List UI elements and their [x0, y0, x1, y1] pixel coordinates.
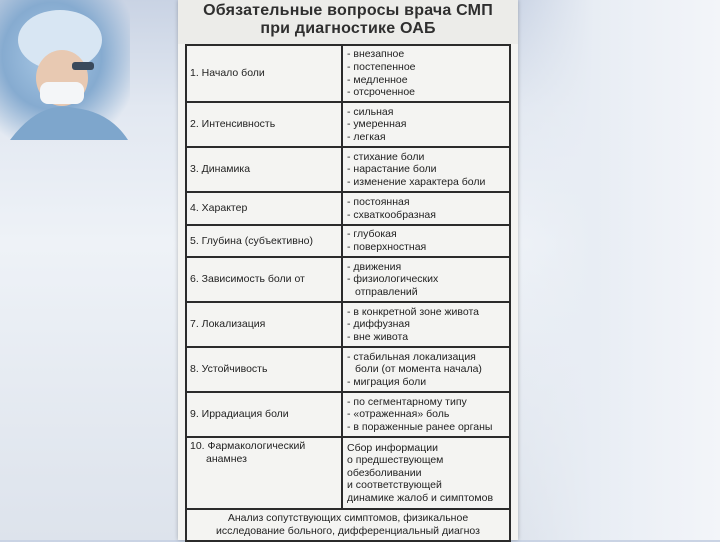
answer-cell	[342, 192, 510, 225]
answer-text: - схваткообразная	[347, 208, 436, 221]
answer-cell	[342, 302, 510, 347]
table-row	[186, 45, 510, 102]
answer-text: - изменение характера боли	[347, 175, 486, 188]
answer-text: обезболивании	[347, 466, 422, 479]
answer-text: - в конкретной зоне живота	[347, 305, 479, 318]
footer-text: исследование больного, дифференциальный диагноз	[216, 525, 480, 537]
question-cell	[186, 257, 342, 302]
question-text: 5. Глубина (субъективно)	[190, 234, 313, 247]
footer-cell	[186, 509, 510, 541]
title-line-1: Обязательные вопросы врача СМП	[203, 2, 493, 19]
answer-text: - сильная	[347, 105, 394, 118]
question-text: 10. Фармакологический	[190, 440, 306, 452]
answer-text: - в пораженные ранее органы	[347, 420, 493, 433]
table-row	[186, 509, 510, 541]
background-right-panel	[510, 0, 720, 540]
answer-text: боли (от момента начала)	[355, 363, 482, 376]
answer-text: - по сегментарному типу	[347, 395, 467, 408]
answer-cell	[342, 225, 510, 257]
question-cell	[186, 347, 342, 392]
table-row	[186, 102, 510, 147]
questions-table	[185, 44, 511, 542]
question-cell	[186, 437, 342, 509]
table-row	[186, 147, 510, 192]
question-cell	[186, 102, 342, 147]
table-row	[186, 225, 510, 257]
question-text: 1. Начало боли	[190, 67, 265, 80]
answer-text: - отсроченное	[347, 86, 415, 99]
surgeon-image	[0, 0, 130, 140]
table-row	[186, 392, 510, 437]
answer-text: - внезапное	[347, 48, 405, 61]
question-text: 4. Характер	[190, 202, 248, 215]
question-text: 9. Иррадиация боли	[190, 408, 289, 421]
background-photo	[0, 0, 130, 140]
answer-cell	[342, 102, 510, 147]
question-text: 6. Зависимость боли от	[190, 273, 305, 286]
question-text: 8. Устойчивость	[190, 363, 268, 376]
answer-text: - стабильная локализация	[347, 350, 476, 363]
question-cell	[186, 45, 342, 102]
table-row	[186, 257, 510, 302]
answer-text: - диффузная	[347, 318, 410, 331]
answer-cell	[342, 147, 510, 192]
question-cell	[186, 147, 342, 192]
question-cell	[186, 302, 342, 347]
answer-cell	[342, 347, 510, 392]
answer-text: - физиологических	[347, 273, 439, 286]
title-line-2: при диагностике ОАБ	[260, 20, 436, 37]
answer-text: и соответствующей	[347, 479, 442, 492]
question-cell	[186, 392, 342, 437]
answer-text: о предшествующем	[347, 454, 444, 467]
question-text: 3. Динамика	[190, 163, 251, 176]
answer-text: - постоянная	[347, 195, 410, 208]
question-cell	[186, 225, 342, 257]
answer-text: динамике жалоб и симптомов	[347, 491, 494, 504]
answer-cell	[342, 437, 510, 509]
answer-text: - легкая	[347, 130, 386, 143]
table-row	[186, 302, 510, 347]
answer-text: - умеренная	[347, 118, 407, 131]
question-text: 2. Интенсивность	[190, 118, 276, 131]
answer-text: - глубокая	[347, 228, 397, 241]
answer-cell	[342, 45, 510, 102]
question-cell	[186, 192, 342, 225]
footer-text: Анализ сопутствующих симптомов, физикальное	[227, 512, 469, 525]
table-row	[186, 437, 510, 509]
answer-text: - вне живота	[347, 330, 409, 343]
answer-text: отправлений	[355, 285, 418, 298]
document-card	[178, 0, 518, 540]
answer-text: - стихание боли	[347, 150, 425, 163]
answer-cell	[342, 257, 510, 302]
answer-text: - миграция боли	[347, 375, 427, 388]
table-row	[186, 347, 510, 392]
answer-text: - нарастание боли	[347, 163, 437, 176]
page-title	[178, 0, 518, 44]
question-text: анамнез	[206, 452, 247, 465]
table-row	[186, 192, 510, 225]
question-text: 7. Локализация	[190, 318, 266, 331]
answer-text: - «отраженная» боль	[347, 408, 450, 421]
answer-cell	[342, 392, 510, 437]
answer-text: - движения	[347, 260, 402, 273]
answer-text: - постепенное	[347, 60, 416, 73]
answer-text: - медленное	[347, 73, 408, 86]
questions-table-body	[186, 45, 510, 541]
answer-text: - поверхностная	[347, 241, 427, 253]
answer-text: Сбор информации	[347, 441, 438, 454]
